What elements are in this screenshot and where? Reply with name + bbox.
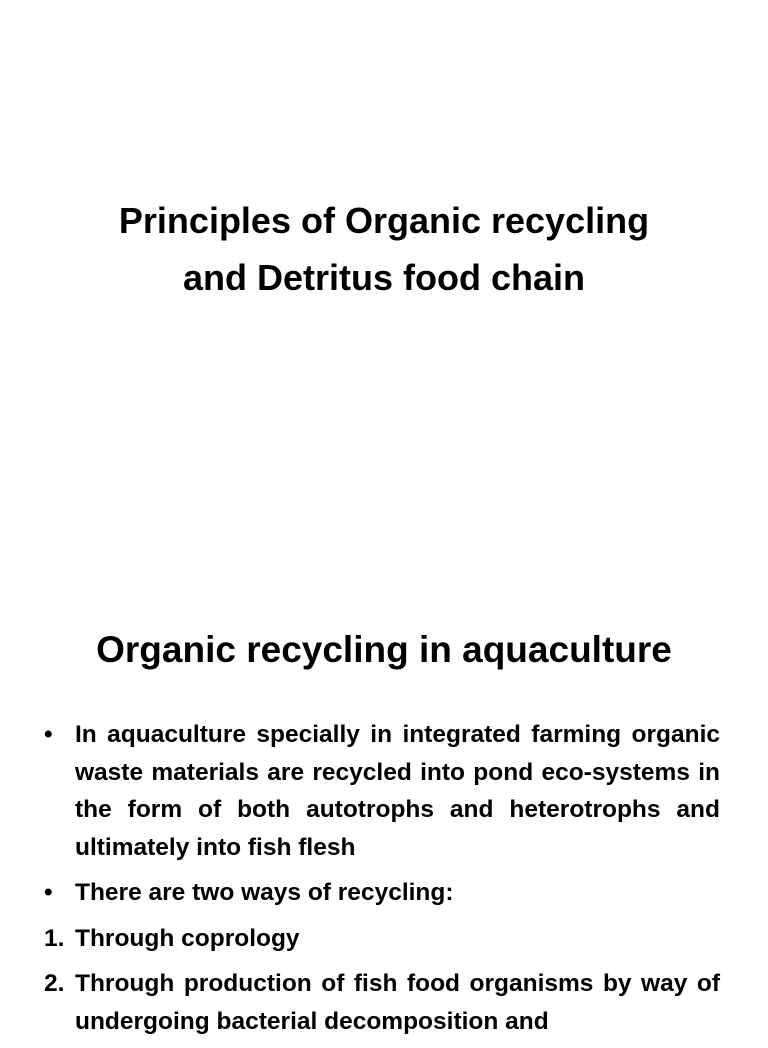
slide-content [44,716,720,1048]
bullet-item-2 [44,874,720,912]
number-marker-1: 1. [44,924,65,952]
bullet-text-2: There are two ways of recycling: [75,879,454,906]
number-marker-2: 2. [44,970,65,997]
slide-title-line-1: Principles of Organic recycling [118,200,650,241]
bullet-item-1 [44,716,720,866]
numbered-item-1 [44,920,720,958]
numbered-item-2 [44,965,720,1040]
slide-title [40,192,728,306]
slide-title-line-2: and Detritus food chain [182,257,585,298]
numbered-text-1: Through coprology [75,924,300,952]
bullet-icon: • [44,879,53,906]
bullet-icon: • [44,721,53,748]
bullet-text-1: In aquaculture specially in integrated farming organic waste materials are recycled into pond eco-systems in the form of both autotrophs and heterotrophs and ultimately into fish flesh [75,721,720,861]
section-heading: Organic recycling in aquaculture [96,629,672,670]
numbered-text-2: Through production of fish food organisms by way of undergoing bacterial decomposition and [75,970,720,1035]
